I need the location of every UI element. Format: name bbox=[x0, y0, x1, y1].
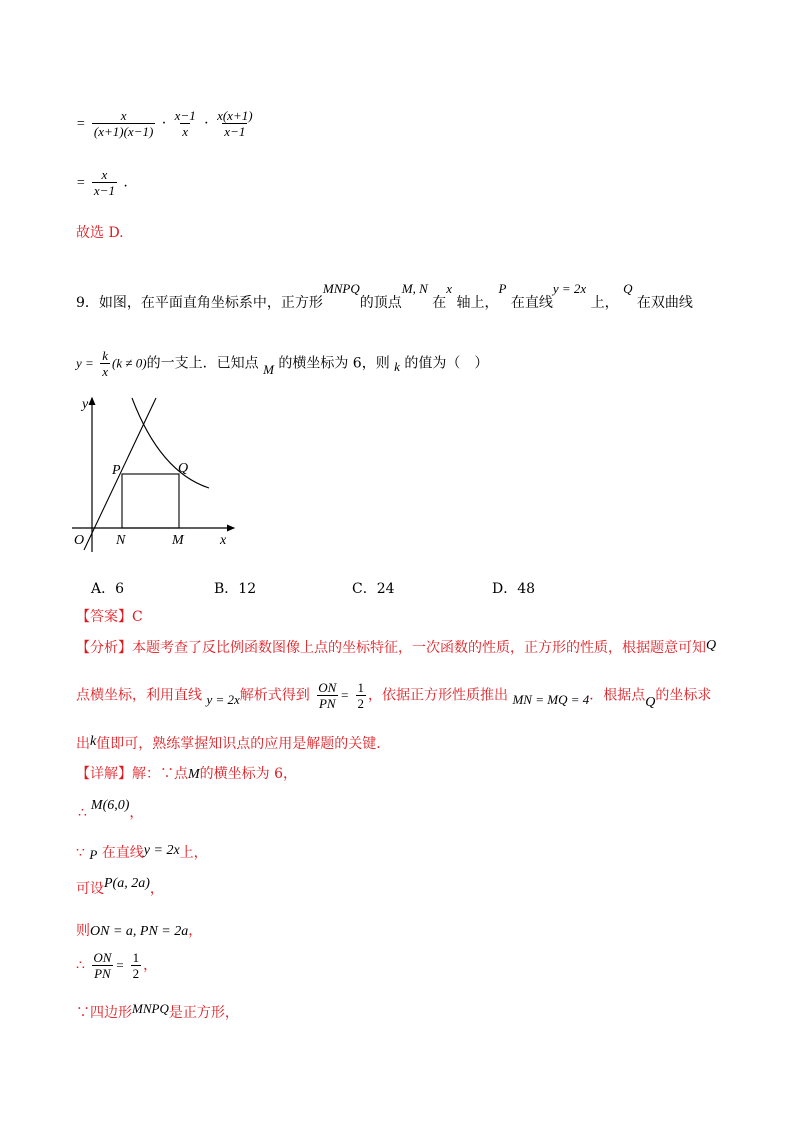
option-d[interactable] bbox=[492, 578, 535, 598]
half-fraction bbox=[131, 950, 142, 981]
question-text: 上， bbox=[590, 295, 619, 311]
math-on-pn: ON = a, PN = 2a bbox=[90, 924, 189, 939]
analysis-text: 的坐标求 bbox=[655, 687, 712, 704]
math-point-p: P(a, 2a) bbox=[104, 876, 150, 891]
math-point-m: M(6,0) bbox=[90, 798, 130, 813]
hyperbola-numerator: k bbox=[102, 348, 109, 363]
equals-sign: = bbox=[115, 957, 125, 973]
label-o: O bbox=[74, 533, 85, 548]
comma: ， bbox=[149, 881, 164, 897]
math-k: k bbox=[394, 358, 400, 374]
math-q: Q bbox=[706, 638, 717, 653]
half-denominator: 2 bbox=[357, 696, 365, 711]
half-numerator: 1 bbox=[357, 680, 365, 695]
question-line-2 bbox=[76, 348, 488, 379]
fraction-4-numerator: x bbox=[101, 167, 108, 182]
analysis-line-2 bbox=[76, 680, 711, 711]
fraction-1-numerator: x bbox=[120, 108, 127, 123]
square-mnpq bbox=[122, 474, 179, 528]
math-mn-mq: MN = MQ = 4 bbox=[512, 691, 590, 707]
question-text: 在直线 bbox=[510, 295, 553, 311]
question-text: 轴上， bbox=[456, 295, 499, 311]
fraction-3-denominator: x−1 bbox=[224, 124, 246, 139]
option-key: B． bbox=[214, 581, 239, 597]
question-text: 在 bbox=[432, 295, 447, 311]
period: . bbox=[123, 174, 128, 191]
therefore-symbol: ∴ bbox=[76, 957, 85, 974]
analysis-text: 出 bbox=[76, 736, 90, 752]
detail-text: 则 bbox=[76, 923, 90, 939]
fraction-2-denominator: x bbox=[182, 124, 189, 139]
label-m: M bbox=[172, 533, 184, 548]
option-key: C． bbox=[352, 581, 377, 597]
hyperbola-denominator: x bbox=[102, 364, 109, 379]
analysis-text: 点横坐标，利用直线 bbox=[76, 687, 202, 704]
question-text: 如图，在平面直角坐标系中，正方形 bbox=[98, 295, 323, 311]
equals-sign: = bbox=[76, 116, 86, 132]
detail-text: 可设 bbox=[76, 881, 104, 897]
hyperbola-lhs: y = bbox=[76, 355, 94, 371]
analysis-line-1 bbox=[76, 637, 716, 657]
question-number: 9． bbox=[76, 295, 99, 311]
option-value: 24 bbox=[376, 581, 395, 597]
fraction-2 bbox=[173, 108, 198, 139]
question-text: 在双曲线 bbox=[636, 295, 693, 311]
math-vertices: M, N bbox=[401, 281, 428, 296]
question-text: 的值为（ ） bbox=[404, 355, 489, 372]
coordinate-figure bbox=[70, 394, 250, 554]
equals-sign: = bbox=[76, 175, 86, 191]
math-p: P bbox=[498, 281, 507, 296]
fraction-4 bbox=[92, 167, 117, 198]
question-text: 的顶点 bbox=[359, 295, 402, 311]
prev-solution-line-2 bbox=[76, 167, 128, 198]
math-line: y = 2x bbox=[552, 281, 587, 296]
detail-text: 的横坐标为 6， bbox=[199, 766, 298, 782]
detail-line-4 bbox=[76, 872, 164, 897]
ratio-fraction bbox=[316, 680, 338, 711]
analysis-text: ，依据正方形性质推出 bbox=[368, 687, 509, 704]
answer-label: 【答案】 bbox=[76, 609, 132, 625]
ratio-numerator: ON bbox=[318, 680, 337, 695]
detail-label: 【详解】 bbox=[76, 766, 132, 782]
ratio-denominator: PN bbox=[318, 696, 336, 711]
prev-conclusion: 故选 D. bbox=[76, 225, 124, 241]
detail-text: 解：∵点 bbox=[132, 766, 188, 782]
detail-text: ∵四边形 bbox=[76, 1005, 132, 1021]
answer-line bbox=[76, 606, 143, 626]
fraction-4-denominator: x−1 bbox=[93, 183, 115, 198]
ratio-numerator: ON bbox=[93, 950, 112, 965]
math-q: Q bbox=[645, 694, 656, 710]
label-y: y bbox=[82, 397, 89, 412]
analysis-line-3 bbox=[76, 733, 381, 753]
analysis-text: 本题考查了反比例函数图像上点的坐标特征，一次函数的性质，正方形的性质，根据题意可知 bbox=[132, 640, 706, 656]
hyperbola-fraction bbox=[100, 348, 110, 379]
math-m: M bbox=[188, 767, 200, 782]
half-denominator: 2 bbox=[132, 966, 140, 981]
ratio-denominator: PN bbox=[94, 966, 111, 981]
fraction-3-numerator: x(x+1) bbox=[217, 108, 253, 123]
fraction-1 bbox=[92, 108, 155, 139]
half-numerator: 1 bbox=[132, 950, 140, 965]
math-square-name: MNPQ bbox=[322, 281, 360, 296]
question-text: 的横坐标为 6，则 bbox=[278, 355, 390, 372]
hyperbola-condition: (k ≠ 0) bbox=[112, 355, 147, 371]
dot-operator: · bbox=[161, 115, 167, 132]
question-line-1 bbox=[76, 281, 693, 312]
math-q: Q bbox=[623, 281, 633, 296]
fraction-3 bbox=[215, 108, 254, 139]
math-x: x bbox=[446, 281, 452, 296]
math-square-name: MNPQ bbox=[132, 1001, 169, 1016]
detail-text: 在直线 bbox=[101, 845, 144, 861]
fraction-2-numerator: x−1 bbox=[174, 108, 196, 123]
label-p: P bbox=[112, 463, 121, 478]
label-n: N bbox=[116, 533, 126, 548]
detail-line-3 bbox=[76, 842, 208, 862]
comma: ， bbox=[143, 957, 158, 974]
math-m: M bbox=[263, 361, 274, 377]
therefore-symbol: ∴ bbox=[78, 805, 87, 821]
math-p: P bbox=[89, 847, 98, 862]
option-a[interactable] bbox=[91, 578, 124, 598]
analysis-text: 解析式得到 bbox=[239, 687, 310, 704]
option-key: A． bbox=[91, 581, 116, 597]
option-value: 6 bbox=[115, 581, 125, 597]
option-value: 48 bbox=[517, 581, 536, 597]
prev-solution-line-1 bbox=[76, 108, 257, 139]
equals-sign: = bbox=[340, 687, 350, 703]
comma: ， bbox=[129, 805, 144, 821]
option-key: D． bbox=[492, 581, 518, 597]
option-c[interactable] bbox=[352, 578, 395, 598]
detail-line-1 bbox=[76, 763, 297, 783]
comma: ， bbox=[188, 923, 203, 939]
dot-operator: · bbox=[204, 115, 209, 132]
half-fraction bbox=[356, 680, 367, 711]
option-b[interactable] bbox=[214, 578, 256, 598]
analysis-text: 值即可，熟练掌握知识点的应用是解题的关键. bbox=[96, 736, 381, 752]
label-q: Q bbox=[178, 461, 189, 476]
detail-text: 上， bbox=[179, 845, 208, 861]
analysis-text: ．根据点 bbox=[589, 687, 646, 704]
math-line: y = 2x bbox=[206, 691, 240, 707]
detail-line-2 bbox=[78, 794, 144, 821]
detail-text: 是正方形， bbox=[168, 1005, 239, 1021]
answer-value: C bbox=[132, 609, 143, 625]
detail-line-6 bbox=[76, 950, 157, 981]
math-line: y = 2x bbox=[143, 843, 180, 858]
fraction-1-denominator: (x+1)(x−1) bbox=[93, 124, 154, 139]
question-text: 的一支上．已知点 bbox=[146, 355, 259, 372]
analysis-label: 【分析】 bbox=[76, 640, 132, 656]
detail-line-5 bbox=[76, 920, 202, 940]
option-value: 12 bbox=[238, 581, 257, 597]
because-symbol: ∵ bbox=[76, 845, 85, 861]
label-x: x bbox=[220, 533, 227, 548]
math-k: k bbox=[90, 734, 97, 749]
detail-line-7 bbox=[76, 1002, 239, 1022]
ratio-fraction bbox=[91, 950, 113, 981]
